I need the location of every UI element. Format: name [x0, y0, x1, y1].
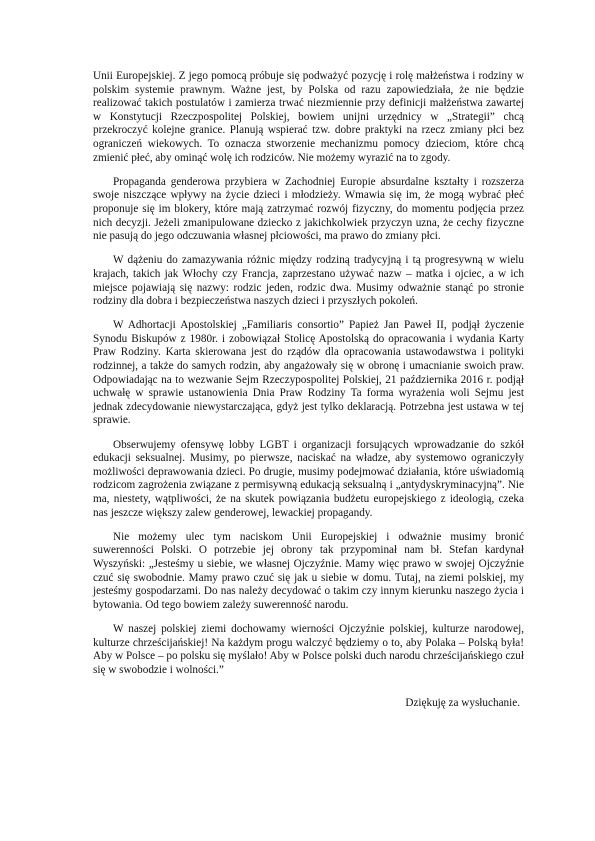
paragraph-3: W dążeniu do zamazywania różnic między rodziną tradycyjną i tą progresywną w wielu krajach, takich jak Włochy czy Francja, zaprzestano używać nazw – matka i ojciec, a w ich miejsce pojawiają się nazwy: rodzic jeden, rodzic dwa. Musimy odważnie stanąć po stronie rodziny dla dobra i bezpieczeństwa naszych dzieci i przyszłych pokoleń.	[93, 254, 524, 308]
paragraph-6: Nie możemy ulec tym naciskom Unii Europejskiej i odważnie musimy bronić suwerenności Polski. O potrzebie jej obrony tak przypominał nam bł. Stefan kardynał Wyszyński: „Jesteśmy u siebie, we własnej Ojczyźnie. Mamy więc prawo w swojej Ojczyźnie czuć się swobodnie. Mamy prawo czuć się jak u siebie w domu. Tutaj, na ziemi polskiej, my jesteśmy gospodarzami. Do nas należy decydować o takim czy innym kierunku naszego życia i bytowania. Od tego bowiem zależy suwerenność narodu.	[93, 530, 524, 611]
document-body	[93, 70, 524, 711]
signoff-line: Dziękuję za wysłuchanie.	[405, 697, 520, 710]
paragraph-1: Unii Europejskiej. Z jego pomocą próbuje się podważyć pozycję i rolę małżeństwa i rodziny w polskim systemie prawnym. Ważne jest, by Polska od razu zapowiedziała, że nie będzie realizować takich postulatów i zamierza trwać niezmiennie przy definicji małżeństwa zawartej w Konstytucji Rzeczpospolitej Polskiej, bowiem unijni urzędnicy w „Strategii” chcą przekroczyć kolejne granice. Planują wspierać tzw. dobre praktyki na rzecz zmiany płci bez ograniczeń wiekowych. To oznacza stworzenie mechanizmu pomocy dzieciom, które chcą zmienić płeć, aby ominąć wolę ich rodziców. Nie możemy wyrazić na to zgody.	[93, 70, 524, 164]
paragraph-4: W Adhortacji Apostolskiej „Familiaris consortio” Papież Jan Paweł II, podjął życzenie Synodu Biskupów z 1980r. i zobowiązał Stolicę Apostolską do opracowania i wydania Karty Praw Rodziny. Karta skierowana jest do rządów dla opracowania ustawodawstwa i polityki rodzinnej, a także do samych rodzin, aby angażowały się w obronę i umacnianie swoich praw. Odpowiadając na to wezwanie Sejm Rzeczypospolitej Polskiej, 21 października 2016 r. podjął uchwałę w sprawie ustanowienia Dnia Praw Rodziny Ta forma wyrażenia woli Sejmu jest jednak zdecydowanie niewystarczająca, gdyż jest tylko deklaracją. Potrzebna jest ustawa w tej sprawie.	[93, 319, 524, 427]
paragraph-5: Obserwujemy ofensywę lobby LGBT i organizacji forsujących wprowadzanie do szkół edukacji seksualnej. Musimy, po pierwsze, naciskać na władze, aby systemowo ograniczyły możliwości deprawowania dzieci. Po drugie, musimy podejmować działania, które uświadomią rodzicom zagrożenia związane z permisywną edukacją seksualną i „antydyskryminacyjną”. Nie ma, niestety, wątpliwości, że na skutek powiązania budżetu europejskiego z ideologią, czeka nas jeszcze większy zalew genderowej, lewackiej propagandy.	[93, 438, 524, 519]
paragraph-7: W naszej polskiej ziemi dochowamy wierności Ojczyźnie polskiej, kulturze narodowej, kulturze chrześcijańskiej! Na każdym progu walczyć będziemy o to, aby Polaka – Polską była! Aby w Polsce – po polsku się myślało! Aby w Polsce polski duch narodu chrześcijańskiego czuł się w swobodzie i wolności.”	[93, 622, 524, 676]
paragraph-2: Propaganda genderowa przybiera w Zachodniej Europie absurdalne kształty i rozszerza swoje niszczące wpływy na życie dzieci i młodzieży. Wmawia się im, że mogą wybrać płeć proponuje się im blokery, które mają zatrzymać rozwój fizyczny, do momentu podjęcia przez nich decyzji. Jeżeli zmanipulowane dziecko z jakichkolwiek przyczyn uzna, że cechy fizyczne nie pasują do jego odczuwania własnej płciowości, ma prawo do zmiany płci.	[93, 175, 524, 243]
